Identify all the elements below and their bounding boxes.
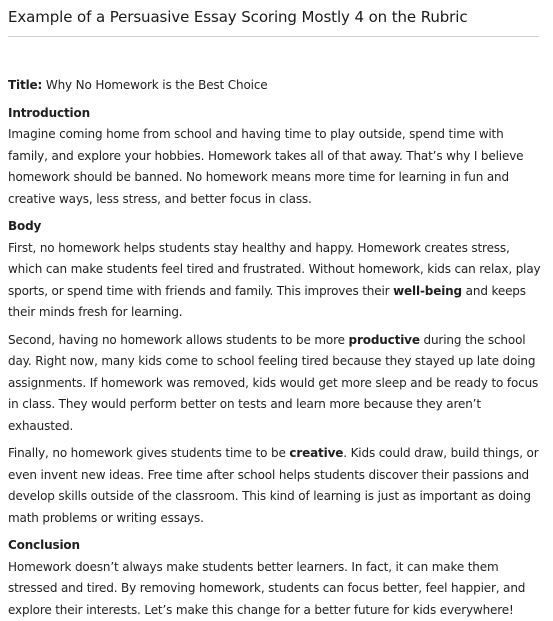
- body-heading: Body: [8, 216, 545, 238]
- body-p3-text-b: . Kids could draw, build things, or even invent new ideas. Free time after school helps students discover their passions and develop skills outside of the classroom. This kind of learning is just as important as doing math problems or writing essays.: [8, 446, 539, 525]
- body-p2-text-b: during the school day. Right now, many kids come to school feeling tired because they stayed up late doing assignments. If homework was removed, kids would get more sleep and be ready to focus in class. They would perform better on tests and learn more because they aren’t exhausted.: [8, 333, 538, 433]
- conclusion-heading: Conclusion: [8, 535, 545, 557]
- body-paragraph-2: [8, 330, 545, 438]
- conclusion-paragraph: Homework doesn’t always make students better learners. In fact, it can make them stressed and tired. By removing homework, students can focus better, feel happier, and explore their interests. Let’s make this change for a better future for kids everywhere!: [8, 557, 545, 621]
- introduction-heading: Introduction: [8, 103, 545, 125]
- introduction-paragraph: Imagine coming home from school and having time to play outside, spend time with family, and explore your hobbies. Homework takes all of that away. That’s why I believe homework should be banned. No homework means more time for learning in fun and creative ways, less stress, and better focus in class.: [8, 124, 545, 210]
- body-paragraph-3: [8, 443, 545, 529]
- essay-title-text: Why No Homework is the Best Choice: [42, 78, 267, 92]
- body-p3-text-a: Finally, no homework gives students time to be: [8, 446, 289, 460]
- page-title: Example of a Persuasive Essay Scoring Mostly 4 on the Rubric: [8, 0, 545, 27]
- body-p2-text-a: Second, having no homework allows students to be more: [8, 333, 349, 347]
- essay-title: [8, 75, 545, 97]
- essay-content: [8, 75, 545, 621]
- body-p1-text-b: and keeps their minds fresh for learning.: [8, 284, 526, 320]
- body-paragraph-1: [8, 238, 545, 324]
- body-p2-emphasis: productive: [349, 333, 420, 347]
- title-divider: [8, 36, 539, 37]
- body-p3-emphasis: creative: [289, 446, 343, 460]
- essay-title-label: Title:: [8, 78, 42, 92]
- body-p1-emphasis: well-being: [393, 284, 462, 298]
- body-p1-text-a: First, no homework helps students stay healthy and happy. Homework creates stress, which can make students feel tired and frustrated. Without homework, kids can relax, play sports, or spend time with friends and family. This improves their: [8, 241, 541, 298]
